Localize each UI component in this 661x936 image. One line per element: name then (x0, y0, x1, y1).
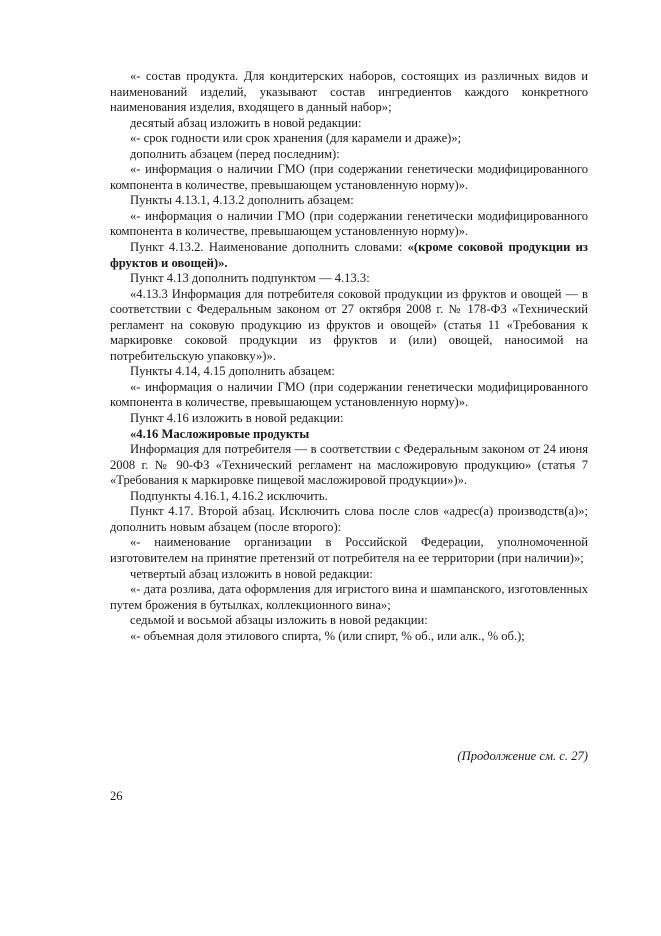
paragraph-16: Подпункты 4.16.1, 4.16.2 исключить. (130, 488, 328, 503)
paragraph-3: «- срок годности или срок хранения (для карамели и драже)»; (130, 131, 462, 146)
section-heading: «4.16 Масложировые продукты (130, 426, 310, 441)
paragraph-19: четвертый абзац изложить в новой редакции: (130, 566, 373, 581)
paragraph-20: «- дата розлива, дата оформления для игристого вина и шампанского, изготовленных путем брожения в бутылках, коллекционного вина»; (110, 582, 588, 612)
paragraph-5: «- информация о наличии ГМО (при содержании генетически модифицированного компонента в количестве, превышающем установленную норму)». (110, 162, 588, 192)
paragraph-8 (110, 240, 588, 271)
paragraph-13: Пункт 4.16 изложить в новой редакции: (130, 411, 344, 426)
paragraph-4: дополнить абзацем (перед последним): (130, 146, 340, 161)
paragraph-8-text: Пункт 4.13.2. Наименование дополнить словами: (130, 240, 408, 255)
paragraph-6: Пункты 4.13.1, 4.13.2 дополнить абзацем: (130, 193, 354, 208)
paragraph-1: «- состав продукта. Для кондитерских наборов, состоящих из различных видов и наименований изделий, указывают состав ингредиентов каждого конкретного наименования изделия, входящего в данный набор»; (110, 69, 588, 115)
page-number: 26 (110, 789, 123, 803)
document-body (110, 69, 588, 644)
paragraph-21: седьмой и восьмой абзацы изложить в новой редакции: (130, 613, 428, 628)
paragraph-17: Пункт 4.17. Второй абзац. Исключить слова после слов «адрес(а) производств(а)»; дополнить новым абзацем (после второго): (110, 504, 588, 534)
paragraph-9: Пункт 4.13 дополнить подпунктом — 4.13.3: (130, 271, 370, 286)
continuation-note: (Продолжение см. с. 27) (457, 749, 588, 763)
paragraph-11: Пункты 4.14, 4.15 дополнить абзацем: (130, 364, 335, 379)
paragraph-18: «- наименование организации в Российской Федерации, уполномоченной изготовителем на принятие претензий от потребителя на ее территории (при наличии)»; (110, 535, 588, 565)
paragraph-2: десятый абзац изложить в новой редакции: (130, 115, 362, 130)
paragraph-12: «- информация о наличии ГМО (при содержании генетически модифицированного компонента в количестве, превышающем установленную норму)». (110, 379, 588, 410)
paragraph-15: Информация для потребителя — в соответствии с Федеральным законом от 24 июня 2008 г. № 90-ФЗ «Технический регламент на масложировую продукцию» (статья 7 «Требования к маркировке пищевой масложировой продукции»)». (110, 442, 588, 488)
paragraph-7: «- информация о наличии ГМО (при содержании генетически модифицированного компонента в количестве, превышающем установленную норму)». (110, 208, 588, 239)
paragraph-8-bold: «(кроме соковой продукции из фруктов и овощей)». (110, 240, 588, 270)
paragraph-10: «4.13.3 Информация для потребителя соковой продукции из фруктов и овощей — в соответствии с Федеральным законом от 27 октября 2008 г. № 178-ФЗ «Технический регламент на соковую продукцию из фруктов и овощей» (статья 11 «Требования к маркировке соковой продукции из фруктов и (или) овощей, наносимой на потребительскую упаковку»)». (110, 286, 588, 363)
paragraph-22: «- объемная доля этилового спирта, % (или спирт, % об., или алк., % об.); (130, 628, 525, 643)
